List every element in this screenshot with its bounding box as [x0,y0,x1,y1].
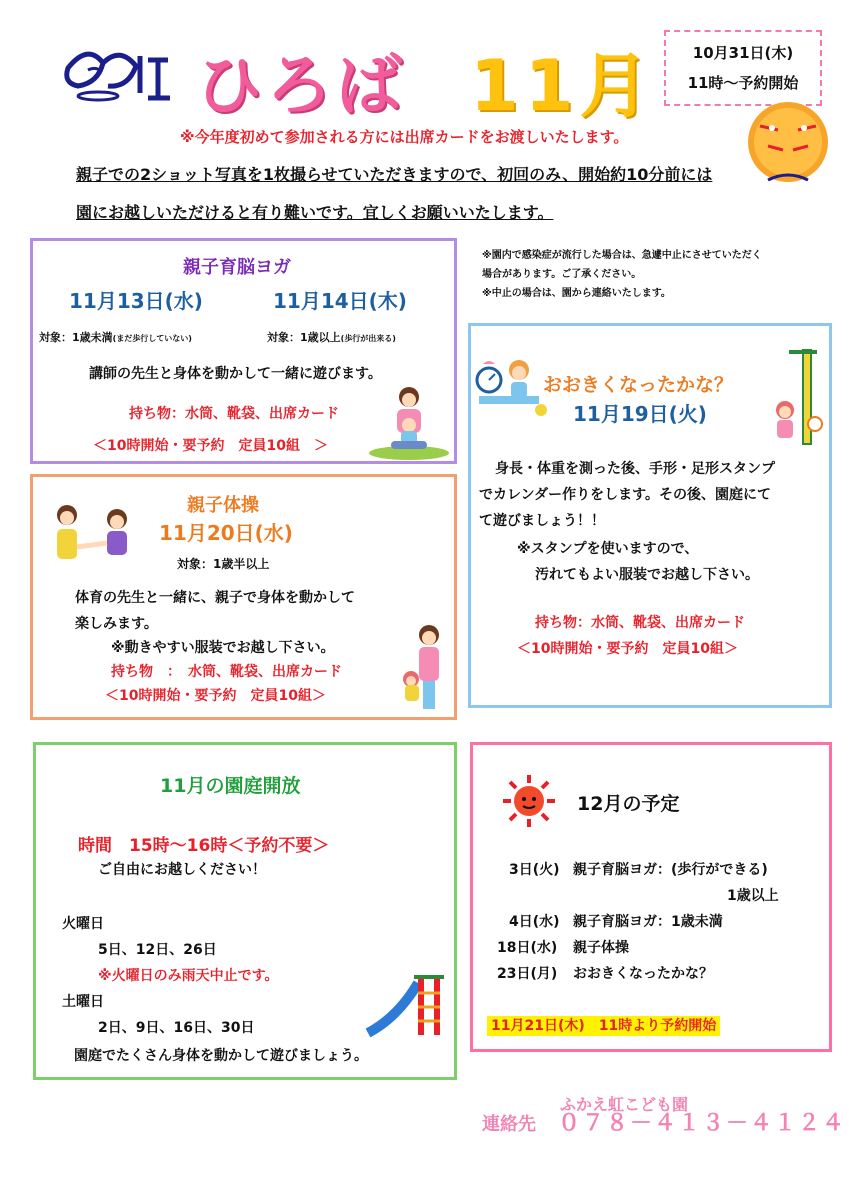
yoga-items: 持ち物：水筒、靴袋、出席カード [129,406,339,422]
taiso-panel [30,474,457,720]
orange-sun-face-icon [738,100,838,188]
first-time-notice: ※今年度初めて参加される方には出席カードをお渡しいたします。 [180,128,629,146]
photo-notice-line2: 園にお越しいただけると有り難いです。宜しくお願いいたします。 [76,203,554,222]
yoga-description: 講師の先生と身体を動かして一緒に遊びます。 [89,366,382,382]
cancellation-note-line3: ※中止の場合は、園から連絡いたします。 [482,288,671,299]
yoga-target1-note: (まだ歩行していない) [112,334,192,343]
december-title: 12月の予定 [577,793,680,815]
reservation-start-box [664,30,822,106]
taiso-target: 対象：1歳半以上 [177,557,270,571]
dec-row2-date: 4日(水) [509,914,560,930]
page-title: ひろば [196,47,406,124]
scale-child-icon [475,356,553,428]
ookiku-items: 持ち物：水筒、靴袋、出席カード [535,615,745,631]
saturday-label: 土曜日 [62,994,104,1010]
contact-label: 連絡先 [482,1114,536,1135]
photo-notice-line1: 親子での2ショット写真を1枚撮らせていただきますので、初回のみ、開始約10分前には [76,165,713,184]
yoga-target1-label: 対象：1歳未満 [39,331,113,344]
dec-row1-text2: 1歳以上 [727,888,779,904]
parent-child-exercise-icon [47,497,137,577]
reservation-date: 10月31日(木) [692,44,794,62]
tuesday-rain-note: ※火曜日のみ雨天中止です。 [98,968,279,984]
ookiku-stamp-note2: 汚れてもよい服装でお越し下さい。 [535,567,759,583]
cancellation-note-line1: ※園内で感染症が流行した場合は、急遽中止にさせていただく [482,250,762,261]
garden-open-panel [33,742,457,1080]
saturday-dates: 2日、9日、16日、30日 [98,1020,255,1036]
reservation-time: 11時～予約開始 [687,74,799,92]
garden-open-time: 時間 15時～16時＜予約不要＞ [78,836,330,856]
yoga-target2-note: (歩行が出来る) [340,334,396,343]
taiso-title: 親子体操 [187,495,259,516]
garden-open-closing: 園庭でたくさん身体を動かして遊びましょう。 [74,1048,368,1064]
cancellation-note [482,246,762,303]
taiso-desc-line2: 楽しみます。 [75,616,158,632]
ookiku-title: おおきくなったかな？ [543,374,734,396]
slide-playground-icon [362,973,446,1039]
ookiku-date: 11月19日(火) [573,402,707,426]
taiso-clothing-note: ※動きやすい服装でお越し下さい。 [111,640,335,656]
dec-reservation-highlight: 11月21日(木) 11時より予約開始 [487,1016,720,1036]
taiso-start: ＜10時開始・要予約 定員10組＞ [105,688,326,704]
yoga-mother-child-icon [367,383,451,461]
yoga-target2 [267,329,396,345]
dec-row2-text: 親子育脳ヨガ：1歳未満 [573,914,723,930]
rainbow-logo-icon [58,38,178,110]
yoga-target2-label: 対象：1歳以上 [267,331,341,344]
ookiku-stamp-note1: ※スタンプを使いますので、 [517,541,699,557]
dec-row1-text: 親子育脳ヨガ：(歩行ができる) [573,862,768,878]
yoga-date1: 11月13日(水) [69,289,203,313]
sun-icon [501,773,557,829]
dec-row3-text: 親子体操 [573,940,629,956]
yoga-start: ＜10時開始・要予約 定員10組 ＞ [93,438,328,454]
tuesday-label: 火曜日 [62,916,104,932]
org-name: ふかえ虹こども園 [560,1095,689,1114]
dec-reservation-start [487,1015,720,1035]
phone-number: ０７８－４１３－４１２４ [558,1111,847,1136]
ookiku-start: ＜10時開始・要予約 定員10組＞ [517,641,738,657]
ookiku-desc-line2: でカレンダー作りをします。その後、園庭にて [479,487,771,503]
yoga-target1 [39,329,192,345]
mother-child-holding-icon [397,623,453,715]
taiso-desc-line1: 体育の先生と一緒に、親子で身体を動かして [75,590,355,606]
taiso-items: 持ち物 ： 水筒、靴袋、出席カード [111,664,342,680]
garden-open-title: 11月の園庭開放 [160,775,301,797]
cancellation-note-line2: 場合があります。ご了承ください。 [482,269,642,280]
height-measure-icon [763,346,829,446]
taiso-date: 11月20日(水) [159,521,293,545]
dec-row3-date: 18日(水) [497,940,558,956]
yoga-date2: 11月14日(木) [273,289,407,313]
tuesday-dates: 5日、12日、26日 [98,942,217,958]
month-title: 11月 [470,45,656,127]
dec-row1-date: 3日(火) [509,862,560,878]
garden-open-free: ご自由にお越しください！ [98,862,266,878]
ookiku-desc-line3: て遊びましょう！！ [479,513,605,529]
dec-row4-text: おおきくなったかな？ [573,966,713,982]
yoga-panel [30,238,457,464]
december-panel [470,742,832,1052]
yoga-title: 親子育脳ヨガ [183,257,291,278]
ookiku-panel [468,323,832,708]
dec-row4-date: 23日(月) [497,966,558,982]
ookiku-desc-line1: 身長・体重を測った後、手形・足形スタンプ [495,461,775,477]
